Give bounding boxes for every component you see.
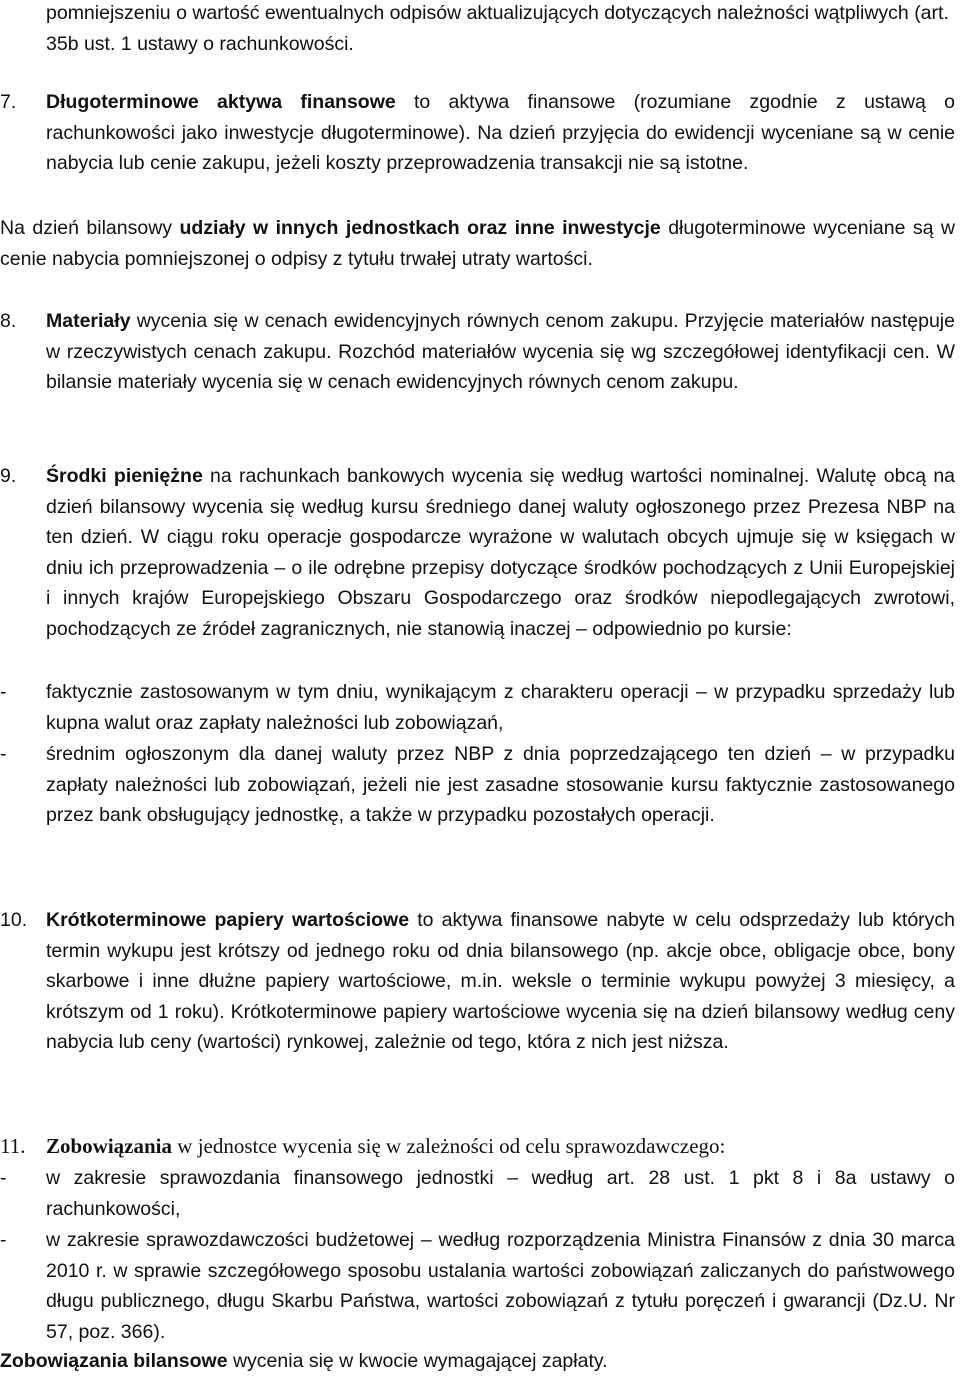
- item-text: to aktywa finansowe nabyte w celu odsprzedaży lub których termin wykupu jest krótszy od jednego roku od dnia bilansowego (np. akcje obce, obligacje obce, bony skarbowe i inne dłużne papiery wartościowe, m.in. weksle o terminie wykupu powyżej 3 miesięcy, a krótszym od 1 roku). Krótkoterminowe papiery wartościowe wycenia się na dzień bilansowy według ceny nabycia lub ceny (wartości) rynkowej, zależnie od tego, która z nich jest niższa.: [46, 909, 956, 1053]
- item-body: [46, 461, 955, 644]
- item-number: 9.: [0, 465, 17, 487]
- text-fragment: Na dzień bilansowy: [0, 217, 180, 239]
- item-number: 8.: [0, 310, 17, 332]
- text-fragment: długoterminowe wyceniane są w cenie nabycia pomniejszonej o odpisy z tytułu trwałej utraty wartości.: [0, 217, 955, 270]
- bullet-text: faktycznie zastosowanym w tym dniu, wynikającym z charakteru operacji – w przypadku sprzedaży lub kupna walut oraz zapłaty należności lub zobowiązań,: [46, 681, 955, 734]
- bullet-text: średnim ogłoszonym dla danej waluty przez NBP z dnia poprzedzającego ten dzień – w przypadku zapłaty należności lub zobowiązań, jeżeli nie jest zasadne stosowanie kursu faktycznie zastosowanego przez bank obsługujący jednostkę, a także w przypadku pozostałych operacji.: [46, 743, 955, 826]
- item-text: wycenia się w cenach ewidencyjnych równych cenom zakupu. Przyjęcie materiałów następuje w rzeczywistych cenach zakupu. Rozchód materiałów wycenia się wg szczegółowej identyfikacji cen. W bilansie materiały wycenia się w cenach ewidencyjnych równych cenom zakupu.: [46, 310, 955, 393]
- bold-term: Zobowiązania bilansowe: [0, 1350, 228, 1372]
- item-body: [46, 306, 955, 398]
- item-number: 7.: [0, 91, 17, 113]
- bullet-text: w zakresie sprawozdawczości budżetowej – według rozporządzenia Ministra Finansów z dnia 30 marca 2010 r. w sprawie szczegółowego sposobu ustalania wartości zobowiązań zaliczanych do państwowego długu publicznego, długu Skarbu Państwa, wartości zobowiązań z tytułu poręczeń i gwarancji (Dz.U. Nr 57, poz. 366).: [46, 1229, 955, 1343]
- item-text: na rachunkach bankowych wycenia się według wartości nominalnej. Walutę obcą na dzień bilansowy wycenia się według kursu średniego danej waluty ogłoszonego przez Prezesa NBP na ten dzień. W ciągu roku operacje gospodarcze wyrażone w walutach obcych ujmuje się w księgach w dniu ich przeprowadzenia – o ile odrębne przepisy dotyczące środków pochodzących z Unii Europejskiej i innych krajów Europejskiego Obszaru Gospodarczego oraz środków niepodlegających zwrotowi, pochodzących ze źródeł zagranicznych, nie stanowią inaczej – odpowiednio po kursie:: [46, 465, 956, 640]
- item-body: [46, 905, 955, 1058]
- bold-term: Krótkoterminowe papiery wartościowe: [46, 909, 410, 931]
- dash-marker: -: [0, 1167, 7, 1189]
- item-text: to aktywa finansowe (rozumiane zgodnie z ustawą o rachunkowości jako inwestycje długoterminowe). Na dzień przyjęcia do ewidencji wyceniane są w cenie nabycia lub cenie zakupu, jeżeli koszty przeprowadzenia transakcji nie są istotne.: [46, 91, 955, 174]
- bold-term: Zobowiązania: [46, 1134, 173, 1158]
- bold-term: Długoterminowe aktywa finansowe: [46, 91, 396, 113]
- bold-term: Środki pieniężne: [46, 465, 203, 487]
- item-text: w jednostce wycenia się w zależności od celu sprawozdawczego:: [172, 1134, 726, 1158]
- item-body: [46, 1131, 955, 1162]
- item-number: 11.: [0, 1134, 26, 1158]
- dash-marker: -: [0, 743, 7, 765]
- bold-term: udziały w innych jednostkach oraz inne inwestycje: [179, 217, 661, 239]
- bold-term: Materiały: [46, 310, 131, 332]
- item-body: [46, 87, 955, 179]
- dash-marker: -: [0, 1229, 7, 1251]
- item-number: 10.: [0, 909, 28, 931]
- bullet-text: w zakresie sprawozdania finansowego jednostki – według art. 28 ust. 1 pkt 8 i 8a ustawy o rachunkowości,: [46, 1167, 955, 1220]
- text-fragment: wycenia się w kwocie wymagającej zapłaty.: [227, 1350, 608, 1372]
- paragraph-continuation: pomniejszeniu o wartość ewentualnych odpisów aktualizujących dotyczących należności wątpliwych (art. 35b ust. 1 ustawy o rachunkowości.: [46, 2, 949, 55]
- paragraph-balance-day: [0, 213, 955, 274]
- dash-marker: -: [0, 681, 7, 703]
- paragraph-closing: [0, 1346, 955, 1377]
